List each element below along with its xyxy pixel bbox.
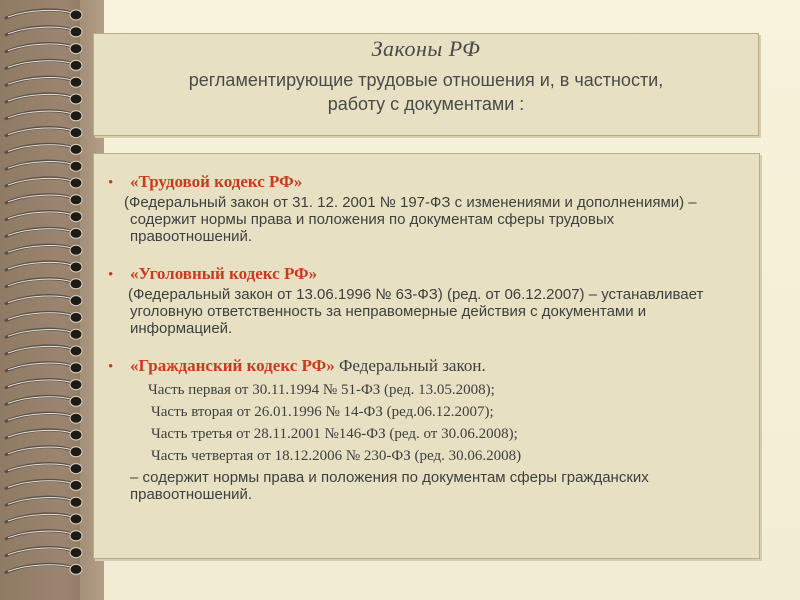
spiral-ring	[6, 346, 82, 356]
subtitle-line-2: работу с документами :	[327, 94, 525, 114]
description-line-1: (Федеральный закон от 31. 12. 2001 № 197-ФЗ с изменениями и дополнениями) –	[124, 194, 697, 211]
code-note: Федеральный закон.	[334, 356, 486, 375]
spiral-ring	[6, 548, 82, 558]
spiral-ring	[6, 212, 82, 222]
bullet-icon: •	[108, 175, 114, 191]
spiral-ring	[6, 396, 82, 406]
item-description	[108, 286, 749, 337]
code-parts-list	[108, 379, 749, 467]
spiral-ring	[6, 228, 82, 238]
bullet-icon: •	[108, 359, 114, 375]
spiral-ring	[6, 480, 82, 490]
code-name: «Трудовой кодекс РФ»	[130, 172, 303, 191]
spiral-ring	[6, 144, 82, 154]
description-line-3: правоотношений.	[130, 228, 253, 245]
slide-title: Законы РФ	[371, 36, 481, 61]
description-line-2: уголовную ответственность за неправомерные действия с документами и	[130, 303, 647, 320]
spiral-ring	[6, 329, 82, 339]
spiral-ring	[6, 195, 82, 205]
subtitle-line-1: регламентирующие трудовые отношения и, в частности,	[188, 70, 664, 90]
description-line-1: (Федеральный закон от 13.06.1996 № 63-ФЗ) (ред. от 06.12.2007) – устанавливает	[128, 286, 704, 303]
spiral-ring	[6, 245, 82, 255]
code-part: Часть вторая от 26.01.1996 № 14-ФЗ (ред.06.12.2007);	[151, 404, 494, 420]
item-description	[108, 469, 749, 503]
list-item-civil-code	[108, 355, 749, 503]
code-part: Часть первая от 30.11.1994 № 51-ФЗ (ред. 13.05.2008);	[148, 382, 495, 398]
spiral-ring	[6, 430, 82, 440]
description-line-3: информацией.	[130, 320, 233, 337]
spiral-ring	[6, 296, 82, 306]
title-box	[93, 33, 759, 136]
list-item-criminal-code	[108, 263, 749, 337]
spiral-ring	[6, 27, 82, 37]
spiral-ring	[6, 464, 82, 474]
spiral-ring	[6, 60, 82, 70]
spiral-ring	[6, 94, 82, 104]
item-heading	[108, 171, 749, 194]
spiral-ring	[6, 262, 82, 272]
description-line-1: – содержит нормы права и положения по документам сферы гражданских	[130, 469, 649, 486]
spiral-ring	[6, 564, 82, 574]
code-part: Часть третья от 28.11.2001 №146-ФЗ (ред. от 30.06.2008);	[151, 426, 518, 442]
bullet-icon: •	[108, 267, 114, 283]
spiral-ring	[6, 128, 82, 138]
spiral-ring	[6, 111, 82, 121]
code-name: «Уголовный кодекс РФ»	[130, 264, 318, 283]
spiral-ring	[6, 178, 82, 188]
spiral-ring	[6, 161, 82, 171]
spiral-ring	[6, 312, 82, 322]
code-name: «Гражданский кодекс РФ»	[130, 356, 335, 375]
spiral-ring	[6, 497, 82, 507]
spiral-binding-icon	[0, 0, 104, 600]
list-item-labor-code	[108, 171, 749, 245]
spiral-ring	[6, 279, 82, 289]
spiral-ring	[6, 514, 82, 524]
item-heading	[108, 263, 749, 286]
spiral-ring	[6, 531, 82, 541]
content-box	[93, 153, 760, 559]
spiral-ring	[6, 413, 82, 423]
spiral-ring	[6, 380, 82, 390]
item-heading	[108, 355, 749, 378]
description-line-2: содержит нормы права и положения по документам сферы трудовых	[130, 211, 615, 228]
spiral-ring	[6, 44, 82, 54]
spiral-ring	[6, 77, 82, 87]
spiral-ring	[6, 10, 82, 20]
spiral-ring	[6, 447, 82, 457]
code-part: Часть четвертая от 18.12.2006 № 230-ФЗ (ред. 30.06.2008)	[151, 448, 522, 464]
spiral-ring	[6, 363, 82, 373]
item-description	[108, 194, 749, 245]
slide-subtitle	[94, 68, 758, 116]
description-line-2: правоотношений.	[130, 486, 253, 503]
